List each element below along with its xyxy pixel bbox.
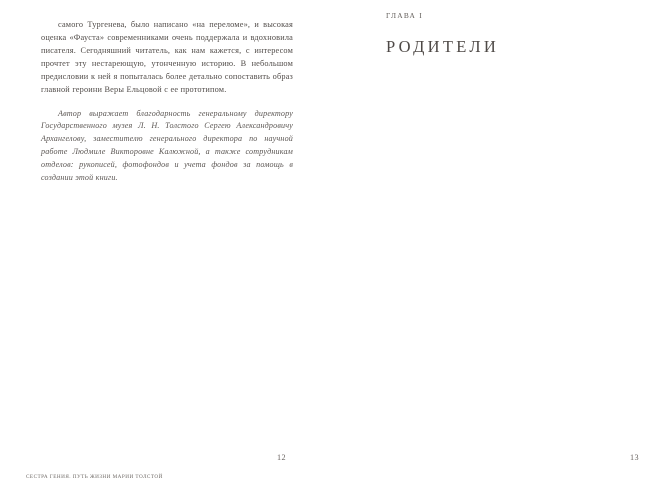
left-page-text-block — [41, 18, 293, 185]
page-number-verso: 12 — [277, 453, 287, 462]
chapter-label: ГЛАВА I — [386, 11, 423, 20]
page-number-recto: 13 — [630, 453, 640, 462]
chapter-title: РОДИТЕЛИ — [386, 37, 500, 57]
body-paragraph: самого Тургенева, было написано «на переломе», и высокая оценка «Фауста» современниками очень поддержала и вдохновила писателя. Сегодняшний читатель, как нам кажется, с интересом прочтет эту нестареющую, утонченную историю. В небольшом предисловии к ней я попыталась более детально сопоставить образ главной героини Веры Ельцовой с ее прототипом. — [41, 20, 293, 95]
right-page — [325, 0, 650, 500]
acknowledgements-paragraph: Автор выражает благодарность генеральному директору Государственного музея Л. Н. Толстого Сергею Александровичу Архангелову, заместителю генерального директора по научной работе Людмиле Викторовне Калюжной, а также сотрудникам отделов: рукописей, фотофондов и учета фондов за помощь в создании этой книги. — [41, 108, 293, 183]
chapter-opener — [386, 12, 616, 56]
running-footer: СЕСТРА ГЕНИЯ. ПУТЬ ЖИЗНИ МАРИИ ТОЛСТОЙ — [26, 474, 163, 480]
